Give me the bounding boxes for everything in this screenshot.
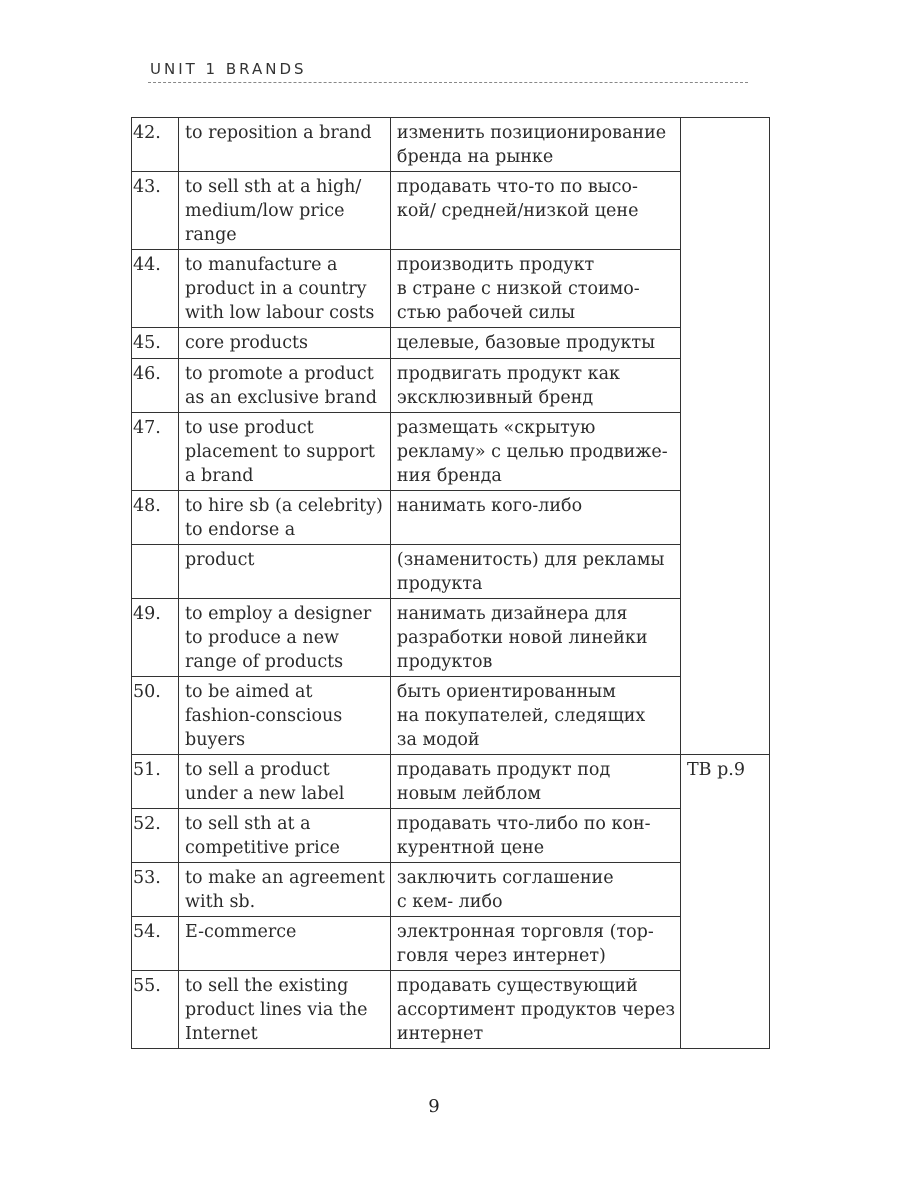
- english-term-line: to promote a product: [185, 364, 374, 384]
- table-row: [132, 491, 770, 545]
- entry-number: 44.: [132, 250, 179, 328]
- russian-translation: [390, 328, 680, 359]
- table-row: [132, 328, 770, 359]
- russian-translation: [390, 917, 680, 971]
- russian-translation-line: кой/ средней/низкой цене: [396, 201, 639, 221]
- english-term-line: to sell sth at a high/: [185, 177, 362, 197]
- english-term: [179, 545, 391, 599]
- entry-number: 45.: [132, 328, 179, 359]
- russian-translation-line: продавать продукт под: [396, 760, 611, 780]
- english-term: [179, 917, 391, 971]
- russian-translation-line: нанимать дизайнера для: [396, 604, 628, 624]
- entry-number: 46.: [132, 359, 179, 413]
- entry-number: 54.: [132, 917, 179, 971]
- table-row: [132, 599, 770, 677]
- english-term-line: product: [185, 550, 255, 570]
- table-row: [132, 971, 770, 1049]
- table-row: [132, 545, 770, 599]
- russian-translation-line: за модой: [396, 730, 480, 750]
- russian-translation-line: интернет: [396, 1024, 484, 1044]
- english-term-line: Internet: [185, 1024, 258, 1044]
- table-row: [132, 809, 770, 863]
- english-term-line: to reposition a brand: [185, 123, 372, 143]
- english-term-line: to make an agreement: [185, 868, 385, 888]
- table-row: [132, 172, 770, 250]
- english-term-line: to use product: [185, 418, 314, 438]
- russian-translation-line: разработки новой линейки: [396, 628, 648, 648]
- entry-number: 55.: [132, 971, 179, 1049]
- english-term: [179, 328, 391, 359]
- english-term-line: fashion-conscious: [185, 706, 343, 726]
- russian-translation-line: в стране с низкой стоимо-: [396, 279, 640, 299]
- english-term-line: with sb.: [185, 892, 256, 912]
- english-term-line: to manufacture a: [185, 255, 338, 275]
- russian-translation-line: изменить позиционирование: [396, 123, 667, 143]
- entry-number: 51.: [132, 755, 179, 809]
- table-row: [132, 413, 770, 491]
- russian-translation-line: говля через интернет): [396, 946, 606, 966]
- english-term-line: competitive price: [185, 838, 340, 858]
- russian-translation-line: ассортимент продуктов через: [396, 1000, 675, 1020]
- english-term: [179, 863, 391, 917]
- russian-translation-line: целевые, базовые продукты: [396, 333, 656, 353]
- english-term-line: range of products: [185, 652, 344, 672]
- russian-translation-line: на покупателей, следящих: [396, 706, 646, 726]
- russian-translation-line: эксклюзивный бренд: [396, 388, 594, 408]
- textbook-reference: TB p.9: [681, 755, 770, 1049]
- english-term-line: a brand: [185, 466, 254, 486]
- russian-translation: [390, 413, 680, 491]
- russian-translation-line: с кем- либо: [396, 892, 503, 912]
- reference-cell-empty: [681, 118, 770, 755]
- table-row: [132, 118, 770, 172]
- english-term-line: with low labour costs: [185, 303, 375, 323]
- english-term: [179, 599, 391, 677]
- entry-number: [132, 545, 179, 599]
- russian-translation-line: продавать что-то по высо-: [396, 177, 638, 197]
- entry-number: 49.: [132, 599, 179, 677]
- russian-translation: [390, 755, 680, 809]
- russian-translation-line: новым лейблом: [396, 784, 542, 804]
- table-row: [132, 250, 770, 328]
- english-term-line: to produce a new: [185, 628, 340, 648]
- vocabulary-table: [131, 117, 770, 1049]
- russian-translation: [390, 863, 680, 917]
- table-row: [132, 917, 770, 971]
- english-term-line: E-commerce: [185, 922, 297, 942]
- russian-translation-line: бренда на рынке: [396, 147, 554, 167]
- russian-translation: [390, 172, 680, 250]
- entry-number: 48.: [132, 491, 179, 545]
- english-term: [179, 755, 391, 809]
- table-row: [132, 359, 770, 413]
- russian-translation-line: продуктов: [396, 652, 493, 672]
- english-term: [179, 172, 391, 250]
- russian-translation-line: курентной цене: [396, 838, 545, 858]
- english-term: [179, 413, 391, 491]
- entry-number: 47.: [132, 413, 179, 491]
- english-term-line: range: [185, 225, 237, 245]
- english-term-line: to be aimed at: [185, 682, 313, 702]
- english-term-line: product in a country: [185, 279, 367, 299]
- page-number: 9: [428, 1096, 440, 1117]
- russian-translation-line: электронная торговля (тор-: [396, 922, 654, 942]
- russian-translation-line: ния бренда: [396, 466, 502, 486]
- header-divider: [148, 82, 748, 83]
- english-term: [179, 118, 391, 172]
- russian-translation-line: стью рабочей силы: [396, 303, 576, 323]
- table-row: [132, 755, 770, 809]
- russian-translation: [390, 677, 680, 755]
- russian-translation: [390, 491, 680, 545]
- russian-translation-line: заключить соглашение: [396, 868, 614, 888]
- english-term: [179, 971, 391, 1049]
- table-row: [132, 863, 770, 917]
- russian-translation: [390, 250, 680, 328]
- english-term-line: to sell a product: [185, 760, 330, 780]
- entry-number: 50.: [132, 677, 179, 755]
- english-term-line: to sell sth at a: [185, 814, 311, 834]
- english-term-line: core products: [185, 333, 309, 353]
- russian-translation-line: (знаменитость) для рекламы: [396, 550, 665, 570]
- english-term: [179, 359, 391, 413]
- entry-number: 43.: [132, 172, 179, 250]
- russian-translation-line: быть ориентированным: [396, 682, 616, 702]
- english-term-line: as an exclusive brand: [185, 388, 377, 408]
- entry-number: 53.: [132, 863, 179, 917]
- russian-translation-line: производить продукт: [396, 255, 595, 275]
- english-term: [179, 491, 391, 545]
- russian-translation: [390, 545, 680, 599]
- russian-translation: [390, 599, 680, 677]
- russian-translation-line: рекламу» с целью продвиже-: [396, 442, 668, 462]
- russian-translation-line: продавать существующий: [396, 976, 638, 996]
- russian-translation-line: размещать «скрытую: [396, 418, 596, 438]
- entry-number: 52.: [132, 809, 179, 863]
- english-term: [179, 677, 391, 755]
- english-term: [179, 809, 391, 863]
- english-term-line: medium/low price: [185, 201, 345, 221]
- english-term-line: buyers: [185, 730, 246, 750]
- english-term-line: to hire sb (a celebrity): [185, 496, 383, 516]
- russian-translation-line: продавать что-либо по кон-: [396, 814, 651, 834]
- english-term-line: to endorse a: [185, 520, 296, 540]
- english-term-line: placement to support: [185, 442, 375, 462]
- english-term-line: to employ a designer: [185, 604, 372, 624]
- russian-translation: [390, 971, 680, 1049]
- english-term-line: product lines via the: [185, 1000, 368, 1020]
- russian-translation: [390, 359, 680, 413]
- russian-translation: [390, 809, 680, 863]
- russian-translation-line: продукта: [396, 574, 483, 594]
- russian-translation-line: продвигать продукт как: [396, 364, 620, 384]
- running-head: UNIT 1 BRANDS: [150, 60, 307, 78]
- russian-translation-line: нанимать кого-либо: [396, 496, 583, 516]
- english-term-line: to sell the existing: [185, 976, 349, 996]
- english-term: [179, 250, 391, 328]
- russian-translation: [390, 118, 680, 172]
- english-term-line: under a new label: [185, 784, 345, 804]
- table-row: [132, 677, 770, 755]
- entry-number: 42.: [132, 118, 179, 172]
